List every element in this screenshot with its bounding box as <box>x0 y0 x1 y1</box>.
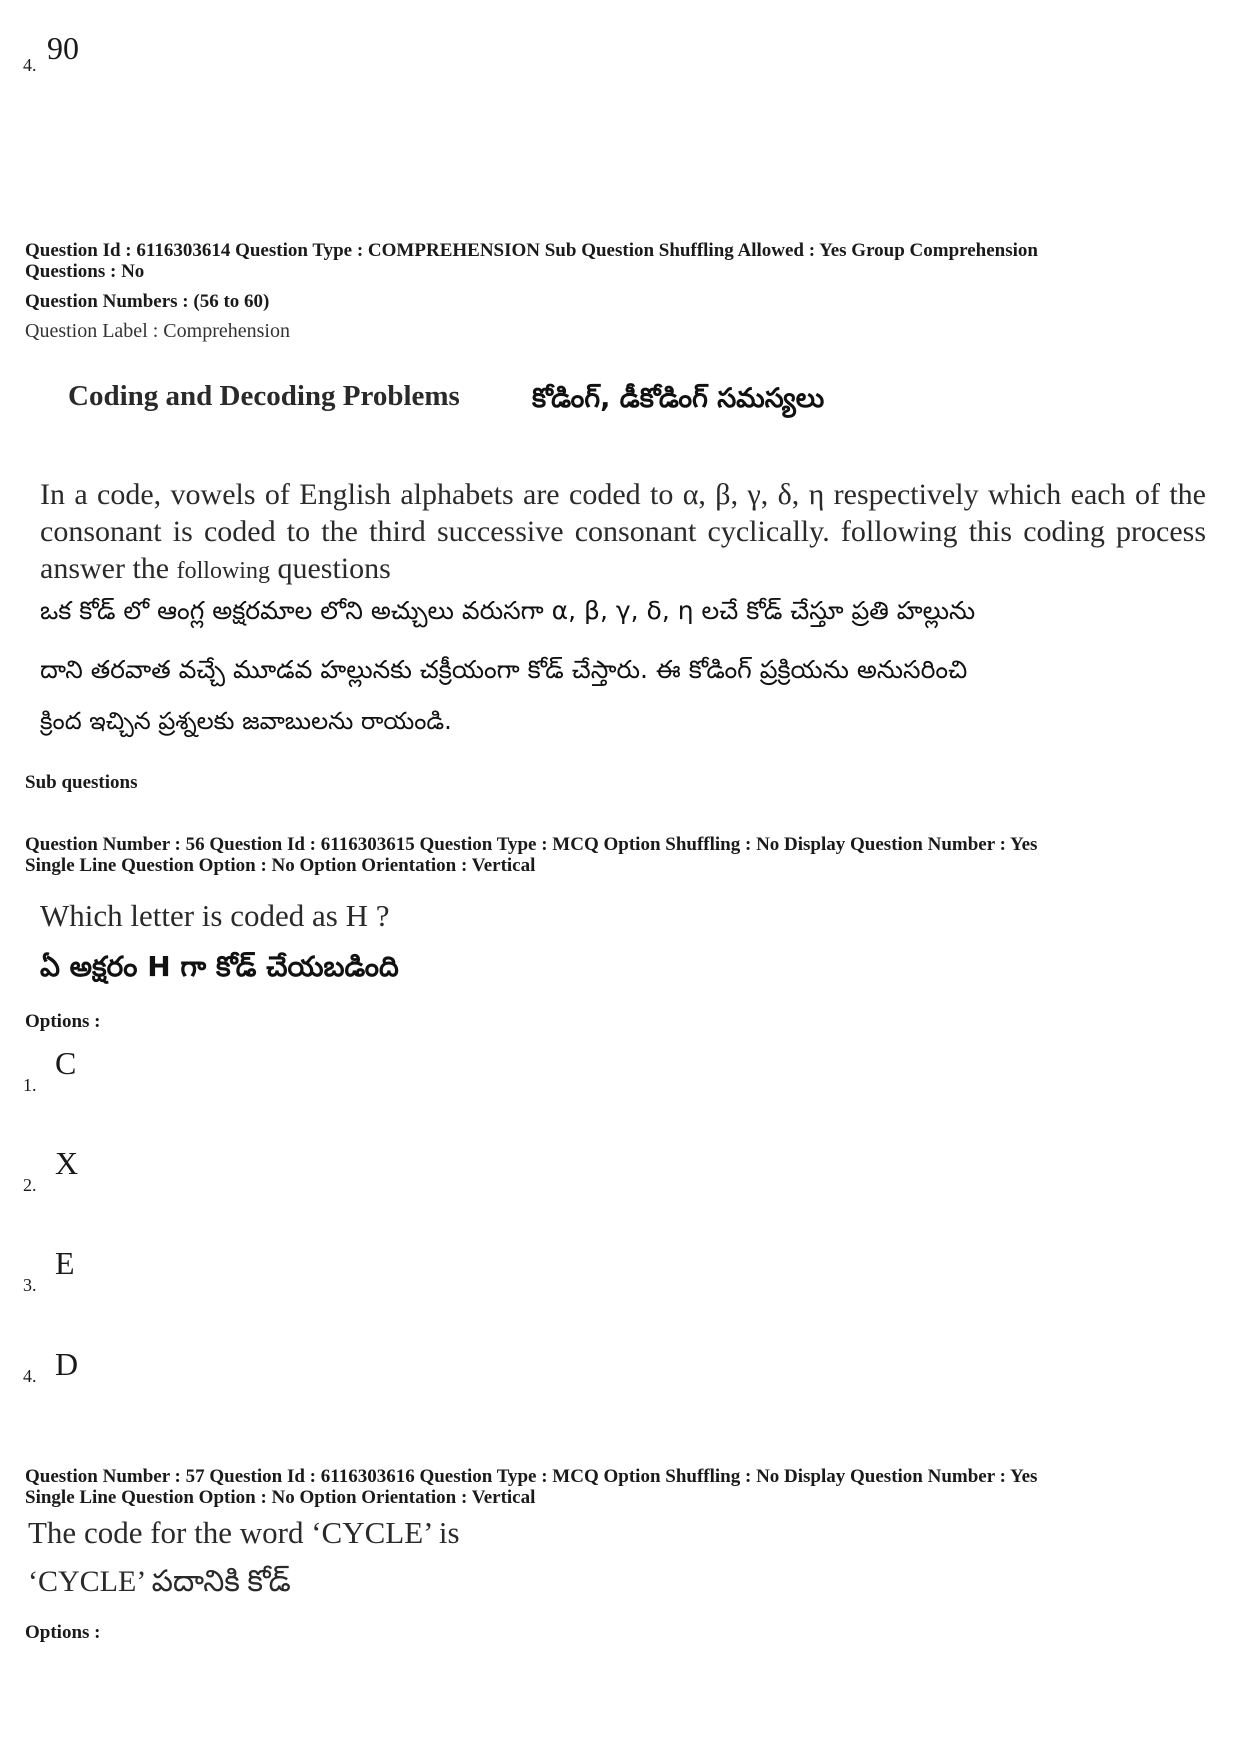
q56-option-1-number: 1. <box>23 1075 37 1095</box>
passage-english-end: questions <box>277 552 391 585</box>
question-numbers-range: Question Numbers : (56 to 60) <box>25 291 270 312</box>
comprehension-title-en: Coding and Decoding Problems <box>68 380 460 412</box>
prev-option-value: 90 <box>47 30 79 66</box>
q56-text-en: Which letter is coded as H ? <box>40 898 390 933</box>
passage-telugu-line3: క్రింద ఇచ్చిన ప్రశ్నలకు జవాబులను రాయండి. <box>40 707 452 735</box>
question-label: Question Label : Comprehension <box>25 320 290 342</box>
q57-meta-line2: Single Line Question Option : No Option Orientation : Vertical <box>25 1487 536 1508</box>
q56-meta-line2: Single Line Question Option : No Option Orientation : Vertical <box>25 855 536 876</box>
q57-meta-line1: Question Number : 57 Question Id : 6116303616 Question Type : MCQ Option Shuffling : No Display Question Number : Yes <box>25 1466 1038 1487</box>
q56-option-2-value: X <box>55 1145 79 1181</box>
q57-meta <box>25 1466 1215 1508</box>
passage-english-text: In a code, vowels of English alphabets are coded to α, β, γ, δ, η respectively which each of the consonant is coded to the third successive consonant cyclically. following this coding process answer the <box>40 478 1206 585</box>
q56-meta-line1: Question Number : 56 Question Id : 6116303615 Question Type : MCQ Option Shuffling : No Display Question Number : Yes <box>25 834 1038 855</box>
q56-option-2-number: 2. <box>23 1175 37 1195</box>
passage-telugu-line2: దాని తరవాత వచ్చే మూడవ హల్లునకు చక్రీయంగా కోడ్ చేస్తారు. ఈ కోడింగ్ ప్రక్రియను అనుసరించి <box>40 655 968 684</box>
prev-option-number: 4. <box>23 55 37 75</box>
q56-options-label: Options : <box>25 1011 101 1032</box>
comprehension-meta <box>25 240 1215 282</box>
q57-options-label: Options : <box>25 1622 101 1643</box>
q56-text-te: ఏ అక్షరం H గా కోడ్ చేయబడింది <box>40 950 399 983</box>
q56-option-3-value: E <box>55 1245 75 1281</box>
q56-option-3-number: 3. <box>23 1275 37 1295</box>
passage-telugu-line1: ఒక కోడ్ లో ఆంగ్ల అక్షరమాల లోని అచ్చులు వరుసగా α, β, γ, δ, η లచే కోడ్ చేస్తూ ప్రతి హల్లును <box>40 596 976 625</box>
q56-option-4-value: D <box>55 1346 79 1382</box>
comprehension-meta-line2: Questions : No <box>25 261 145 282</box>
passage-english-small: following <box>176 558 270 584</box>
q56-meta <box>25 834 1215 876</box>
sub-questions-heading: Sub questions <box>25 772 138 793</box>
comprehension-meta-line1: Question Id : 6116303614 Question Type : COMPREHENSION Sub Question Shuffling Allowed : Yes Group Comprehension <box>25 240 1038 261</box>
q57-text-te: ‘CYCLE’ పదానికి కోడ్ <box>28 1565 291 1598</box>
q56-option-1-value: C <box>55 1045 77 1081</box>
passage-english <box>40 476 1206 590</box>
comprehension-title-te: కోడింగ్, డీకోడింగ్ సమస్యలు <box>532 383 825 414</box>
q56-option-4-number: 4. <box>23 1366 37 1386</box>
q57-text-en: The code for the word ‘CYCLE’ is <box>28 1515 460 1550</box>
